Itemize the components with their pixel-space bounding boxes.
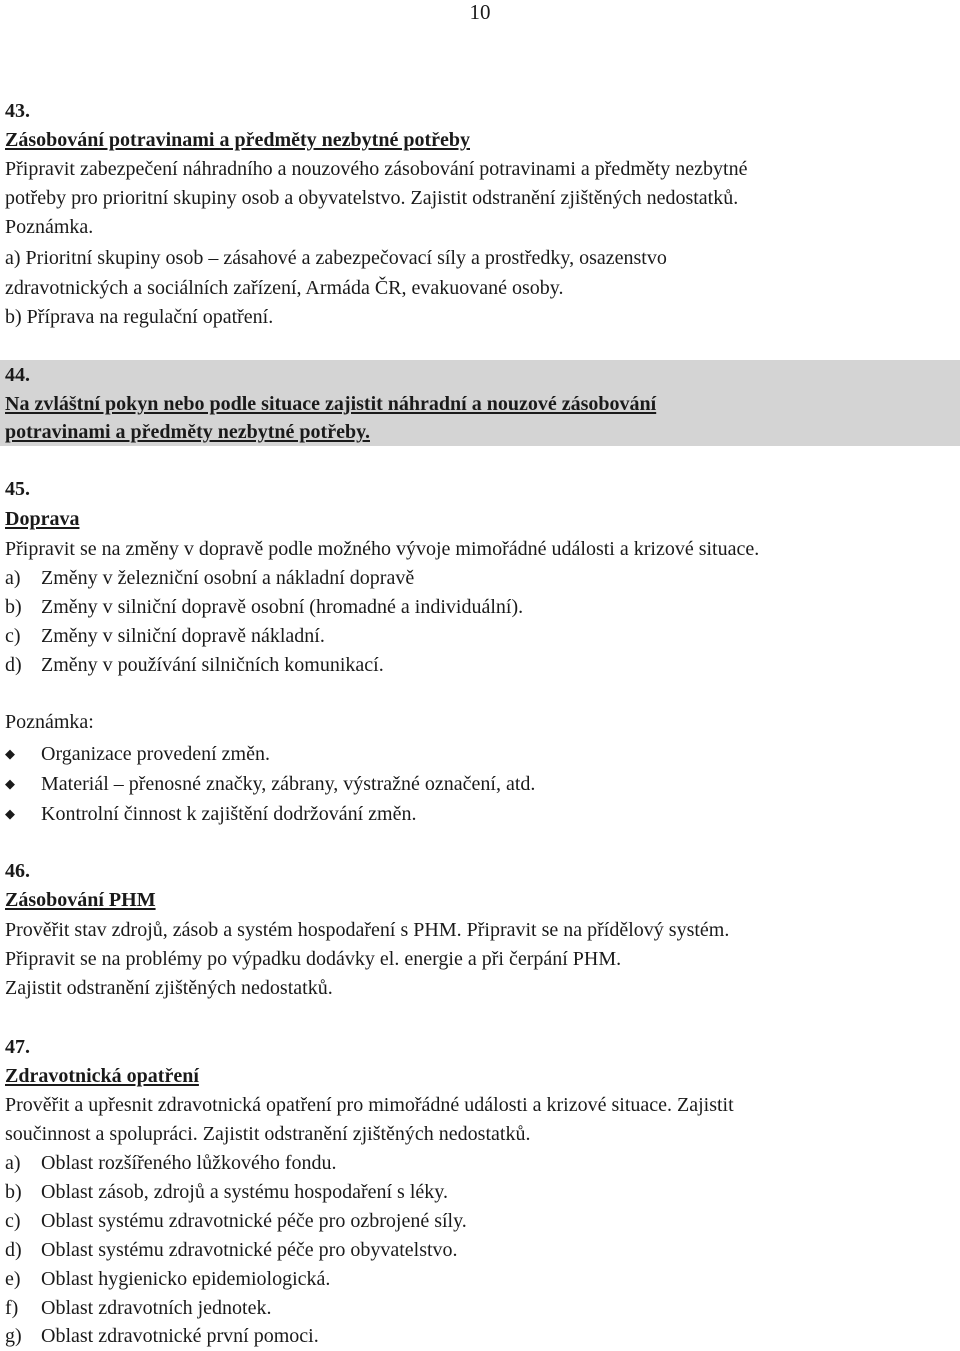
- list-item: [5, 1178, 448, 1207]
- page-number: 10: [469, 0, 491, 24]
- diamond-bullet-icon: ◆: [5, 776, 15, 791]
- list-item-label: c): [5, 1210, 21, 1232]
- list-item-label: c): [5, 625, 21, 647]
- list-item: [5, 1322, 319, 1351]
- section-47-number: 47.: [5, 1036, 30, 1058]
- list-item-text: Oblast zdravotních jednotek.: [41, 1297, 272, 1319]
- list-item-text: Změny v silniční dopravě nákladní.: [41, 625, 325, 647]
- list-item-text: Oblast zdravotnické první pomoci.: [41, 1325, 319, 1347]
- list-item-text: Oblast zásob, zdrojů a systému hospodaření s léky.: [41, 1181, 448, 1203]
- list-item-label: b): [5, 596, 22, 618]
- list-item-text: Změny v používání silničních komunikací.: [41, 654, 384, 676]
- section-44-title-line: Na zvláštní pokyn nebo podle situace zajistit náhradní a nouzové zásobování: [5, 393, 657, 415]
- section-43-text-line: b) Příprava na regulační opatření.: [5, 306, 274, 328]
- list-item: [5, 1236, 458, 1265]
- section-45-number: 45.: [5, 478, 30, 500]
- list-item-label: d): [5, 654, 22, 676]
- list-item: [5, 622, 325, 651]
- list-item-label: d): [5, 1239, 22, 1261]
- list-item: [5, 1265, 330, 1294]
- section-47-text-line: Prověřit a upřesnit zdravotnická opatření pro mimořádné události a krizové situace. Zajistit: [5, 1094, 734, 1116]
- list-item: [5, 1149, 336, 1178]
- section-43-text-line: zdravotnických a sociálních zařízení, Armáda ČR, evakuované osoby.: [5, 277, 564, 299]
- bullet-item: [5, 800, 416, 830]
- list-item-text: Změny v silniční dopravě osobní (hromadné a individuální).: [41, 596, 524, 618]
- section-44-number: 44.: [5, 364, 30, 386]
- bullet-item: [5, 770, 535, 800]
- section-46-text-line: Zajistit odstranění zjištěných nedostatků.: [5, 977, 333, 999]
- section-46-text-line: Připravit se na problémy po výpadku dodávky el. energie a při čerpání PHM.: [5, 948, 622, 970]
- list-item-label: b): [5, 1181, 22, 1203]
- section-43-text-line: a) Prioritní skupiny osob – zásahové a zabezpečovací síly a prostředky, osazenstvo: [5, 247, 667, 269]
- bullet-item: [5, 740, 270, 770]
- bullet-text: Materiál – přenosné značky, zábrany, výstražné označení, atd.: [41, 773, 536, 795]
- list-item-text: Oblast systému zdravotnické péče pro ozbrojené síly.: [41, 1210, 467, 1232]
- section-45-intro: Připravit se na změny v dopravě podle možného vývoje mimořádné události a krizové situace.: [5, 538, 760, 560]
- section-45-title: Doprava: [5, 508, 80, 530]
- bullet-text: Organizace provedení změn.: [41, 743, 270, 765]
- list-item-label: a): [5, 1152, 21, 1174]
- section-46-title: Zásobování PHM: [5, 889, 156, 911]
- list-item: [5, 593, 523, 622]
- list-item-label: f): [5, 1297, 19, 1319]
- list-item-text: Změny v železniční osobní a nákladní dopravě: [41, 567, 415, 589]
- list-item: [5, 1207, 467, 1236]
- section-46-number: 46.: [5, 860, 30, 882]
- section-43-note-label: Poznámka.: [5, 216, 94, 238]
- list-item: [5, 651, 384, 680]
- section-43-text-line: potřeby pro prioritní skupiny osob a obyvatelstvo. Zajistit odstranění zjištěných nedostatků.: [5, 187, 739, 209]
- bullet-text: Kontrolní činnost k zajištění dodržování změn.: [41, 803, 417, 825]
- section-47-title: Zdravotnická opatření: [5, 1065, 199, 1087]
- list-item-label: e): [5, 1268, 21, 1290]
- list-item-text: Oblast systému zdravotnické péče pro obyvatelstvo.: [41, 1239, 458, 1261]
- list-item: [5, 564, 414, 593]
- diamond-bullet-icon: ◆: [5, 806, 15, 821]
- section-43-text-line: Připravit zabezpečení náhradního a nouzového zásobování potravinami a předměty nezbytné: [5, 158, 748, 180]
- section-43-title: Zásobování potravinami a předměty nezbytné potřeby: [5, 129, 470, 151]
- diamond-bullet-icon: ◆: [5, 746, 15, 761]
- list-item-label: a): [5, 567, 21, 589]
- list-item: [5, 1294, 272, 1323]
- section-43-number: 43.: [5, 100, 30, 122]
- list-item-text: Oblast rozšířeného lůžkového fondu.: [41, 1152, 337, 1174]
- section-47-text-line: součinnost a spolupráci. Zajistit odstranění zjištěných nedostatků.: [5, 1123, 531, 1145]
- section-45-note-label: Poznámka:: [5, 711, 94, 733]
- section-44-title-line: potravinami a předměty nezbytné potřeby.: [5, 421, 370, 443]
- list-item-label: g): [5, 1325, 22, 1347]
- list-item-text: Oblast hygienicko epidemiologická.: [41, 1268, 331, 1290]
- section-46-text-line: Prověřit stav zdrojů, zásob a systém hospodaření s PHM. Připravit se na přídělový systém.: [5, 919, 730, 941]
